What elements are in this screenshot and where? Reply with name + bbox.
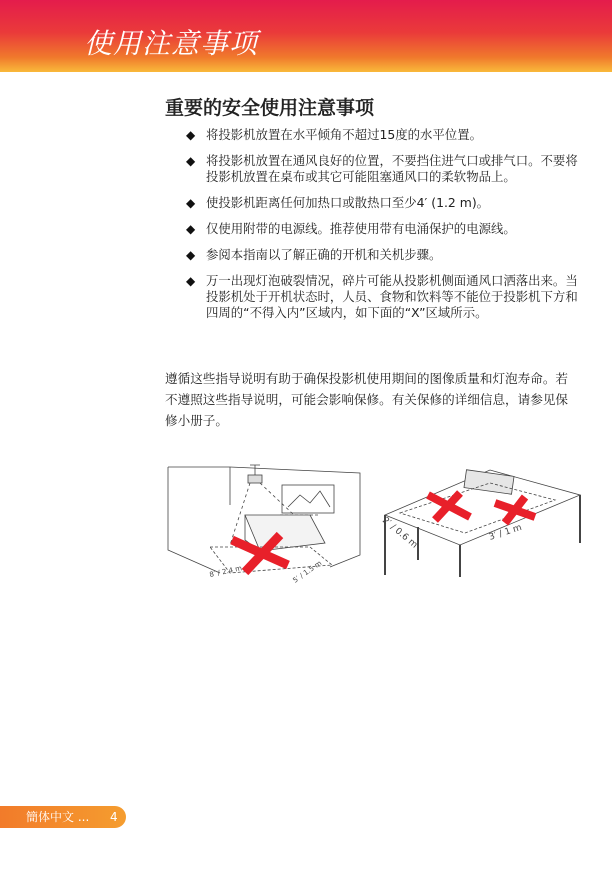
wall-picture bbox=[282, 485, 334, 513]
list-item bbox=[186, 221, 578, 237]
precaution-list bbox=[186, 127, 578, 331]
list-item-text: 将投影机放置在通风良好的位置，不要挡住进气口或排气口。不要将投影机放置在桌布或其它可能阻塞通风口的柔软物品上。 bbox=[206, 153, 578, 184]
diamond-bullet-icon: ◆ bbox=[186, 248, 196, 262]
page-number: 4 bbox=[110, 810, 118, 824]
diamond-bullet-icon: ◆ bbox=[186, 222, 196, 236]
list-item bbox=[186, 195, 578, 211]
right-dimension-b: 3′ / 1 m bbox=[487, 522, 524, 543]
list-item-text: 仅使用附带的电源线。推荐使用带有电涌保护的电源线。 bbox=[206, 221, 516, 236]
ceiling-mount bbox=[250, 465, 260, 475]
list-item bbox=[186, 153, 578, 185]
footer-language: 簡体中文 ... bbox=[26, 810, 90, 824]
list-item-text: 万一出现灯泡破裂情况，碎片可能从投影机侧面通风口洒落出来。当投影机处于开机状态时，人员、食物和饮料等不能位于投影机下方和四周的“不得入内”区域内，如下面的“X”区域所示。 bbox=[206, 273, 578, 320]
no-go-zone-illustration bbox=[160, 455, 590, 590]
list-item-text: 使投影机距离任何加热口或散热口至少4′ (1.2 m)。 bbox=[206, 195, 490, 210]
diamond-bullet-icon: ◆ bbox=[186, 154, 196, 168]
left-dimension-a: 8′ / 2.4 m bbox=[208, 564, 243, 579]
footer-language-tab bbox=[0, 806, 126, 828]
projector-icon bbox=[464, 470, 514, 495]
list-item bbox=[186, 247, 578, 263]
page-title: 使用注意事项 bbox=[84, 27, 259, 60]
diamond-bullet-icon: ◆ bbox=[186, 196, 196, 210]
right-dimension-a: 2′ / 0.6 m bbox=[380, 515, 420, 551]
diamond-bullet-icon: ◆ bbox=[186, 128, 196, 142]
left-dimension-b: 5′ / 1.5 m bbox=[291, 559, 324, 585]
list-item-text: 参阅本指南以了解正确的开机和关机步骤。 bbox=[206, 247, 442, 262]
diamond-bullet-icon: ◆ bbox=[186, 274, 196, 288]
table-mount-scene bbox=[385, 470, 580, 577]
section-heading: 重要的安全使用注意事项 bbox=[165, 97, 375, 119]
projector-icon bbox=[248, 475, 262, 483]
list-item-text: 将投影机放置在水平倾角不超过15度的水平位置。 bbox=[206, 127, 482, 142]
right-x-marks bbox=[428, 493, 535, 523]
list-item bbox=[186, 127, 578, 143]
list-item bbox=[186, 273, 578, 321]
warranty-paragraph: 遵循这些指导说明有助于确保投影机使用期间的图像质量和灯泡寿命。若不遵照这些指导说明，可能会影响保修。有关保修的详细信息，请参见保修小册子。 bbox=[165, 371, 568, 428]
